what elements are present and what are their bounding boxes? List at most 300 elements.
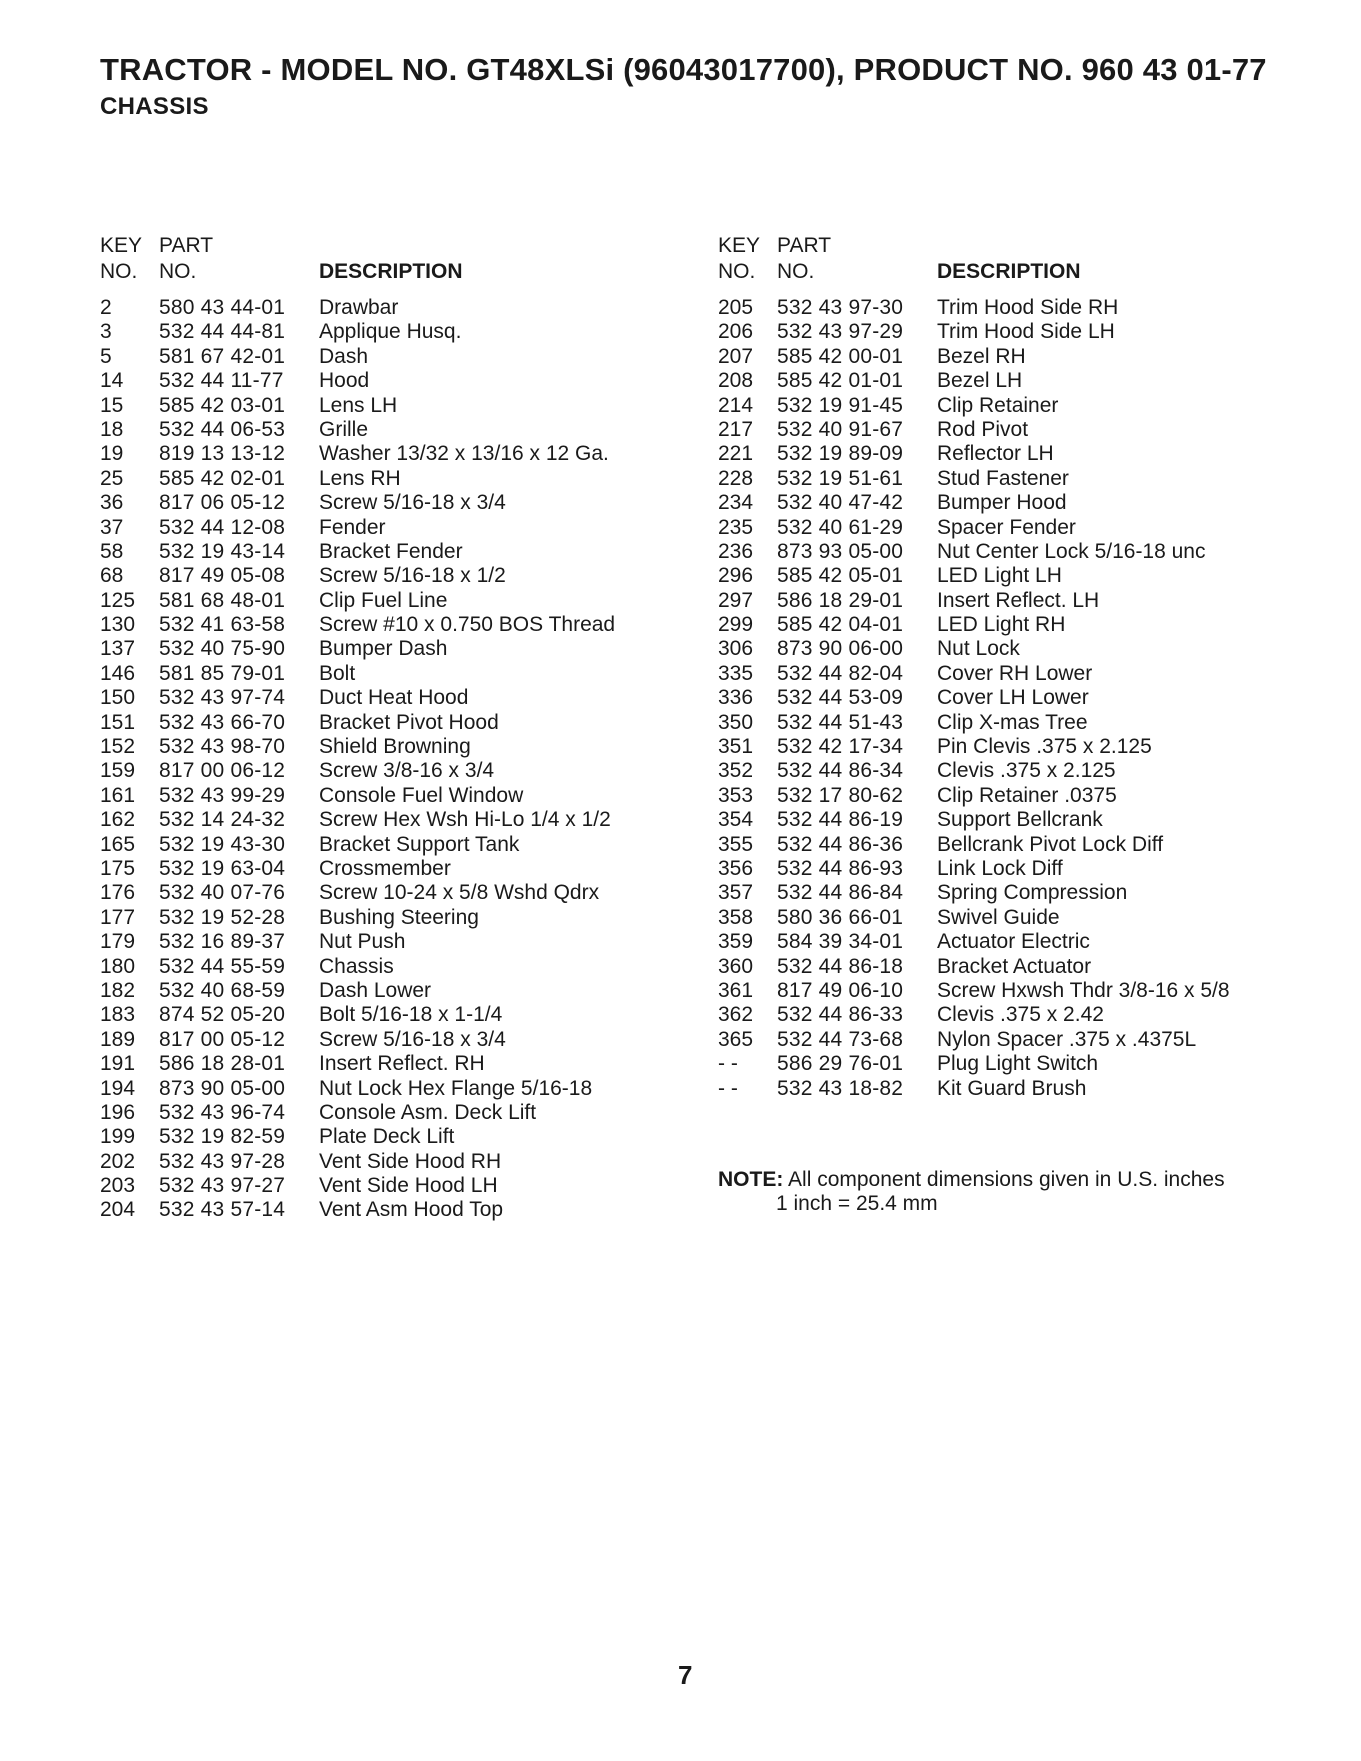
table-body <box>100 296 660 1223</box>
table-row <box>100 979 660 1003</box>
key-number: 205 <box>718 296 754 319</box>
key-number: 152 <box>100 735 136 759</box>
table-row <box>718 808 1298 832</box>
table-row <box>100 564 660 588</box>
part-description: Link Lock Diff <box>937 856 1063 880</box>
part-description: Clip Retainer <box>937 393 1059 417</box>
key-number: 360 <box>718 954 754 978</box>
part-number: 532 41 63-58 <box>159 613 286 637</box>
part-number: 584 39 34-01 <box>777 930 904 954</box>
part-description: Clip Retainer .0375 <box>937 783 1117 807</box>
part-number: 532 44 06-53 <box>159 417 286 441</box>
part-number: 532 19 52-28 <box>159 905 286 929</box>
key-number: 354 <box>718 808 754 832</box>
part-number: 586 18 28-01 <box>159 1052 286 1076</box>
part-description: Screw Hxwsh Thdr 3/8-16 x 5/8 <box>937 978 1230 1002</box>
key-number: 182 <box>100 978 136 1002</box>
part-description: Duct Heat Hood <box>319 686 469 710</box>
part-description: Plug Light Switch <box>937 1052 1099 1076</box>
key-number: 19 <box>100 442 124 466</box>
part-number: 874 52 05-20 <box>159 1003 286 1027</box>
key-number: 299 <box>718 613 754 637</box>
table-row <box>718 881 1298 905</box>
key-number: 221 <box>718 442 754 466</box>
part-number: 585 42 04-01 <box>777 613 904 637</box>
part-description: Nut Lock <box>937 637 1020 661</box>
part-description: Screw 3/8-16 x 3/4 <box>319 759 495 783</box>
part-number: 532 44 86-84 <box>777 881 904 905</box>
part-number: 532 17 80-62 <box>777 783 904 807</box>
part-description: Bracket Support Tank <box>319 832 520 856</box>
key-number: 196 <box>100 1100 136 1124</box>
table-row <box>100 906 660 930</box>
part-number: 532 44 86-33 <box>777 1003 904 1027</box>
table-row <box>718 784 1298 808</box>
header-part-line2: NO. <box>159 260 197 283</box>
table-row <box>100 784 660 808</box>
part-description: Grille <box>319 417 369 441</box>
key-number: 137 <box>100 637 136 661</box>
part-description: Support Bellcrank <box>937 808 1103 832</box>
key-number: 361 <box>718 978 754 1002</box>
table-row <box>100 467 660 491</box>
part-description: Console Asm. Deck Lift <box>319 1100 537 1124</box>
key-number: 14 <box>100 369 124 393</box>
key-number: 125 <box>100 588 136 612</box>
table-row <box>100 686 660 710</box>
part-description: Clevis .375 x 2.125 <box>937 759 1116 783</box>
note <box>718 1168 1225 1192</box>
part-number: 532 40 07-76 <box>159 881 286 905</box>
part-description: Screw 5/16-18 x 1/2 <box>319 564 506 588</box>
header-key-line2: NO. <box>100 260 138 283</box>
key-number: 177 <box>100 905 136 929</box>
part-description: Applique Husq. <box>319 320 462 344</box>
part-number: 580 43 44-01 <box>159 296 286 319</box>
key-number: 217 <box>718 417 754 441</box>
table-row <box>100 516 660 540</box>
key-number: - - <box>718 1052 738 1076</box>
key-number: 207 <box>718 344 754 368</box>
table-header <box>100 234 660 286</box>
table-row <box>718 540 1298 564</box>
part-number: 532 40 75-90 <box>159 637 286 661</box>
part-description: Nut Lock Hex Flange 5/16-18 <box>319 1076 593 1100</box>
part-number: 586 18 29-01 <box>777 588 904 612</box>
key-number: 176 <box>100 881 136 905</box>
part-number: 532 19 43-14 <box>159 539 286 563</box>
table-row <box>100 662 660 686</box>
note-label: NOTE: <box>718 1168 784 1191</box>
part-number: 532 19 89-09 <box>777 442 904 466</box>
key-number: 150 <box>100 686 136 710</box>
part-description: Bellcrank Pivot Lock Diff <box>937 832 1164 856</box>
part-description: Bracket Fender <box>319 539 463 563</box>
part-number: 532 40 68-59 <box>159 978 286 1002</box>
part-description: Chassis <box>319 954 394 978</box>
key-number: 162 <box>100 808 136 832</box>
table-row <box>718 735 1298 759</box>
key-number: 336 <box>718 686 754 710</box>
part-description: Clip X-mas Tree <box>937 710 1088 734</box>
part-description: Bracket Pivot Hood <box>319 710 499 734</box>
part-number: 585 42 00-01 <box>777 344 904 368</box>
part-number: 532 14 24-32 <box>159 808 286 832</box>
part-number: 532 43 99-29 <box>159 783 286 807</box>
part-number: 585 42 01-01 <box>777 369 904 393</box>
key-number: 191 <box>100 1052 136 1076</box>
part-number: 873 93 05-00 <box>777 539 904 563</box>
key-number: 25 <box>100 466 124 490</box>
parts-table-right <box>718 234 1298 1101</box>
part-description: Spacer Fender <box>937 515 1076 539</box>
table-row <box>100 1125 660 1149</box>
part-description: LED Light RH <box>937 613 1066 637</box>
part-description: Screw 5/16-18 x 3/4 <box>319 491 506 515</box>
part-number: 532 19 51-61 <box>777 466 904 490</box>
key-number: 208 <box>718 369 754 393</box>
table-row <box>718 345 1298 369</box>
part-number: 532 44 86-18 <box>777 954 904 978</box>
key-number: 199 <box>100 1125 136 1149</box>
part-description: Bumper Dash <box>319 637 448 661</box>
part-description: Nylon Spacer .375 x .4375L <box>937 1027 1197 1051</box>
key-number: 183 <box>100 1003 136 1027</box>
key-number: 204 <box>100 1198 136 1222</box>
key-number: 351 <box>718 735 754 759</box>
key-number: 159 <box>100 759 136 783</box>
part-number: 585 42 02-01 <box>159 466 286 490</box>
key-number: 18 <box>100 417 124 441</box>
table-row <box>100 955 660 979</box>
table-row <box>100 394 660 418</box>
part-description: Vent Side Hood RH <box>319 1149 502 1173</box>
part-number: 532 19 63-04 <box>159 856 286 880</box>
part-number: 532 43 57-14 <box>159 1198 286 1222</box>
table-row <box>100 320 660 344</box>
part-number: 532 43 96-74 <box>159 1100 286 1124</box>
part-number: 532 44 55-59 <box>159 954 286 978</box>
part-description: Dash Lower <box>319 978 432 1002</box>
key-number: 165 <box>100 832 136 856</box>
header-part-line2: NO. <box>777 260 815 283</box>
key-number: 68 <box>100 564 124 588</box>
part-description: Crossmember <box>319 856 451 880</box>
key-number: 353 <box>718 783 754 807</box>
key-number: 357 <box>718 881 754 905</box>
part-number: 532 44 53-09 <box>777 686 904 710</box>
part-description: Lens RH <box>319 466 401 490</box>
table-row <box>100 808 660 832</box>
key-number: 37 <box>100 515 124 539</box>
part-number: 585 42 03-01 <box>159 393 286 417</box>
key-number: 2 <box>100 296 112 319</box>
table-row <box>100 345 660 369</box>
part-number: 532 44 86-36 <box>777 832 904 856</box>
table-row <box>718 394 1298 418</box>
table-row <box>100 540 660 564</box>
part-number: 532 44 82-04 <box>777 661 904 685</box>
table-row <box>100 1052 660 1076</box>
key-number: 206 <box>718 320 754 344</box>
part-number: 532 43 18-82 <box>777 1076 904 1100</box>
table-row <box>718 833 1298 857</box>
part-number: 817 49 06-10 <box>777 978 904 1002</box>
key-number: 297 <box>718 588 754 612</box>
part-description: Bumper Hood <box>937 491 1067 515</box>
table-row <box>100 1028 660 1052</box>
key-number: 203 <box>100 1174 136 1198</box>
table-row <box>100 1174 660 1198</box>
table-row <box>100 1101 660 1125</box>
key-number: 194 <box>100 1076 136 1100</box>
part-number: 532 40 91-67 <box>777 417 904 441</box>
key-number: - - <box>718 1076 738 1100</box>
table-row <box>100 759 660 783</box>
table-row <box>100 881 660 905</box>
part-number: 817 06 05-12 <box>159 491 286 515</box>
table-row <box>100 418 660 442</box>
part-description: Rod Pivot <box>937 417 1029 441</box>
part-number: 585 42 05-01 <box>777 564 904 588</box>
table-row <box>718 467 1298 491</box>
part-description: Fender <box>319 515 386 539</box>
part-number: 532 44 51-43 <box>777 710 904 734</box>
table-row <box>718 906 1298 930</box>
table-row <box>100 589 660 613</box>
header-description: DESCRIPTION <box>319 260 463 283</box>
table-row <box>100 833 660 857</box>
table-header <box>718 234 1298 286</box>
key-number: 130 <box>100 613 136 637</box>
part-description: Bezel LH <box>937 369 1023 393</box>
table-row <box>100 1003 660 1027</box>
key-number: 175 <box>100 856 136 880</box>
key-number: 296 <box>718 564 754 588</box>
key-number: 15 <box>100 393 124 417</box>
part-description: Drawbar <box>319 296 399 319</box>
part-description: Cover RH Lower <box>937 661 1093 685</box>
table-row <box>100 442 660 466</box>
table-row <box>718 1028 1298 1052</box>
table-row <box>100 491 660 515</box>
table-row <box>100 711 660 735</box>
part-number: 532 19 43-30 <box>159 832 286 856</box>
part-description: Console Fuel Window <box>319 783 524 807</box>
table-row <box>718 613 1298 637</box>
part-number: 532 42 17-34 <box>777 735 904 759</box>
key-number: 362 <box>718 1003 754 1027</box>
key-number: 228 <box>718 466 754 490</box>
part-description: Dash <box>319 344 369 368</box>
part-number: 532 44 86-93 <box>777 856 904 880</box>
key-number: 179 <box>100 930 136 954</box>
table-row <box>718 418 1298 442</box>
key-number: 161 <box>100 783 136 807</box>
table-row <box>100 857 660 881</box>
parts-table-left <box>100 234 660 1223</box>
key-number: 36 <box>100 491 124 515</box>
part-description: Insert Reflect. LH <box>937 588 1100 612</box>
key-number: 189 <box>100 1027 136 1051</box>
key-number: 5 <box>100 344 112 368</box>
part-description: Vent Asm Hood Top <box>319 1198 504 1222</box>
table-row <box>718 637 1298 661</box>
key-number: 359 <box>718 930 754 954</box>
key-number: 350 <box>718 710 754 734</box>
part-number: 532 44 44-81 <box>159 320 286 344</box>
key-number: 335 <box>718 661 754 685</box>
table-row <box>718 930 1298 954</box>
part-description: Insert Reflect. RH <box>319 1052 485 1076</box>
part-number: 873 90 05-00 <box>159 1076 286 1100</box>
table-row <box>718 589 1298 613</box>
part-description: Kit Guard Brush <box>937 1076 1087 1100</box>
part-number: 532 44 86-19 <box>777 808 904 832</box>
part-number: 532 16 89-37 <box>159 930 286 954</box>
part-description: Bushing Steering <box>319 905 479 929</box>
key-number: 202 <box>100 1149 136 1173</box>
key-number: 146 <box>100 661 136 685</box>
section-title: CHASSIS <box>100 93 209 120</box>
part-description: Cover LH Lower <box>937 686 1089 710</box>
part-description: Lens LH <box>319 393 398 417</box>
header-key-line1: KEY <box>718 234 761 257</box>
part-number: 532 43 97-28 <box>159 1149 286 1173</box>
table-row <box>718 857 1298 881</box>
part-number: 581 85 79-01 <box>159 661 286 685</box>
part-number: 581 68 48-01 <box>159 588 286 612</box>
part-description: Trim Hood Side RH <box>937 296 1119 319</box>
part-description: Pin Clevis .375 x 2.125 <box>937 735 1152 759</box>
part-description: Shield Browning <box>319 735 471 759</box>
part-number: 532 40 61-29 <box>777 515 904 539</box>
table-row <box>718 662 1298 686</box>
table-row <box>718 1003 1298 1027</box>
part-description: LED Light LH <box>937 564 1062 588</box>
part-description: Bracket Actuator <box>937 954 1092 978</box>
part-number: 532 43 98-70 <box>159 735 286 759</box>
table-row <box>718 491 1298 515</box>
part-number: 817 00 05-12 <box>159 1027 286 1051</box>
part-number: 532 43 97-27 <box>159 1174 286 1198</box>
table-row <box>718 1077 1298 1101</box>
key-number: 58 <box>100 539 124 563</box>
part-number: 817 49 05-08 <box>159 564 286 588</box>
note-conversion: 1 inch = 25.4 mm <box>776 1192 938 1215</box>
key-number: 3 <box>100 320 112 344</box>
part-description: Screw Hex Wsh Hi-Lo 1/4 x 1/2 <box>319 808 611 832</box>
part-description: Plate Deck Lift <box>319 1125 455 1149</box>
key-number: 352 <box>718 759 754 783</box>
part-number: 819 13 13-12 <box>159 442 286 466</box>
key-number: 235 <box>718 515 754 539</box>
part-description: Spring Compression <box>937 881 1128 905</box>
table-row <box>718 442 1298 466</box>
header-key-line2: NO. <box>718 260 756 283</box>
part-number: 532 44 86-34 <box>777 759 904 783</box>
page-title: TRACTOR - MODEL NO. GT48XLSi (96043017700), PRODUCT NO. 960 43 01-77 <box>100 52 1267 87</box>
table-row <box>718 564 1298 588</box>
part-number: 580 36 66-01 <box>777 905 904 929</box>
part-description: Screw 10-24 x 5/8 Wshd Qdrx <box>319 881 600 905</box>
part-description: Nut Center Lock 5/16-18 unc <box>937 539 1206 563</box>
table-row <box>100 637 660 661</box>
part-description: Screw 5/16-18 x 3/4 <box>319 1027 506 1051</box>
table-row <box>100 1198 660 1222</box>
table-body <box>718 296 1298 1101</box>
table-row <box>100 1077 660 1101</box>
part-number: 532 44 12-08 <box>159 515 286 539</box>
part-description: Vent Side Hood LH <box>319 1174 498 1198</box>
key-number: 306 <box>718 637 754 661</box>
part-number: 532 44 73-68 <box>777 1027 904 1051</box>
table-row <box>718 759 1298 783</box>
part-description: Swivel Guide <box>937 905 1060 929</box>
table-row <box>100 930 660 954</box>
part-description: Trim Hood Side LH <box>937 320 1115 344</box>
page-number: 7 <box>678 1660 693 1690</box>
table-row <box>718 320 1298 344</box>
part-number: 873 90 06-00 <box>777 637 904 661</box>
part-description: Washer 13/32 x 13/16 x 12 Ga. <box>319 442 609 466</box>
table-row <box>718 516 1298 540</box>
table-row <box>718 979 1298 1003</box>
key-number: 234 <box>718 491 754 515</box>
part-description: Screw #10 x 0.750 BOS Thread <box>319 613 616 637</box>
header-key-line1: KEY <box>100 234 143 257</box>
table-row <box>718 686 1298 710</box>
table-row <box>718 711 1298 735</box>
table-row <box>718 369 1298 393</box>
table-row <box>718 955 1298 979</box>
key-number: 236 <box>718 539 754 563</box>
key-number: 365 <box>718 1027 754 1051</box>
table-row <box>100 369 660 393</box>
key-number: 356 <box>718 856 754 880</box>
part-description: Bolt <box>319 661 356 685</box>
key-number: 358 <box>718 905 754 929</box>
part-description: Clevis .375 x 2.42 <box>937 1003 1104 1027</box>
key-number: 180 <box>100 954 136 978</box>
part-number: 532 19 91-45 <box>777 393 904 417</box>
part-description: Hood <box>319 369 370 393</box>
part-number: 581 67 42-01 <box>159 344 286 368</box>
table-row <box>718 296 1298 320</box>
key-number: 151 <box>100 710 136 734</box>
part-number: 532 43 97-30 <box>777 296 904 319</box>
table-row <box>100 613 660 637</box>
note-text: All component dimensions given in U.S. inches <box>788 1168 1225 1191</box>
header-part-line1: PART <box>777 234 832 257</box>
part-description: Bolt 5/16-18 x 1-1/4 <box>319 1003 503 1027</box>
part-number: 532 44 11-77 <box>159 369 284 393</box>
part-description: Bezel RH <box>937 344 1026 368</box>
part-description: Nut Push <box>319 930 406 954</box>
table-row <box>100 1150 660 1174</box>
part-description: Reflector LH <box>937 442 1054 466</box>
table-row <box>100 296 660 320</box>
part-number: 532 19 82-59 <box>159 1125 286 1149</box>
part-number: 586 29 76-01 <box>777 1052 904 1076</box>
part-number: 532 40 47-42 <box>777 491 904 515</box>
part-number: 532 43 97-74 <box>159 686 286 710</box>
key-number: 214 <box>718 393 754 417</box>
table-row <box>100 735 660 759</box>
header-description: DESCRIPTION <box>937 260 1081 283</box>
table-row <box>718 1052 1298 1076</box>
part-number: 817 00 06-12 <box>159 759 286 783</box>
